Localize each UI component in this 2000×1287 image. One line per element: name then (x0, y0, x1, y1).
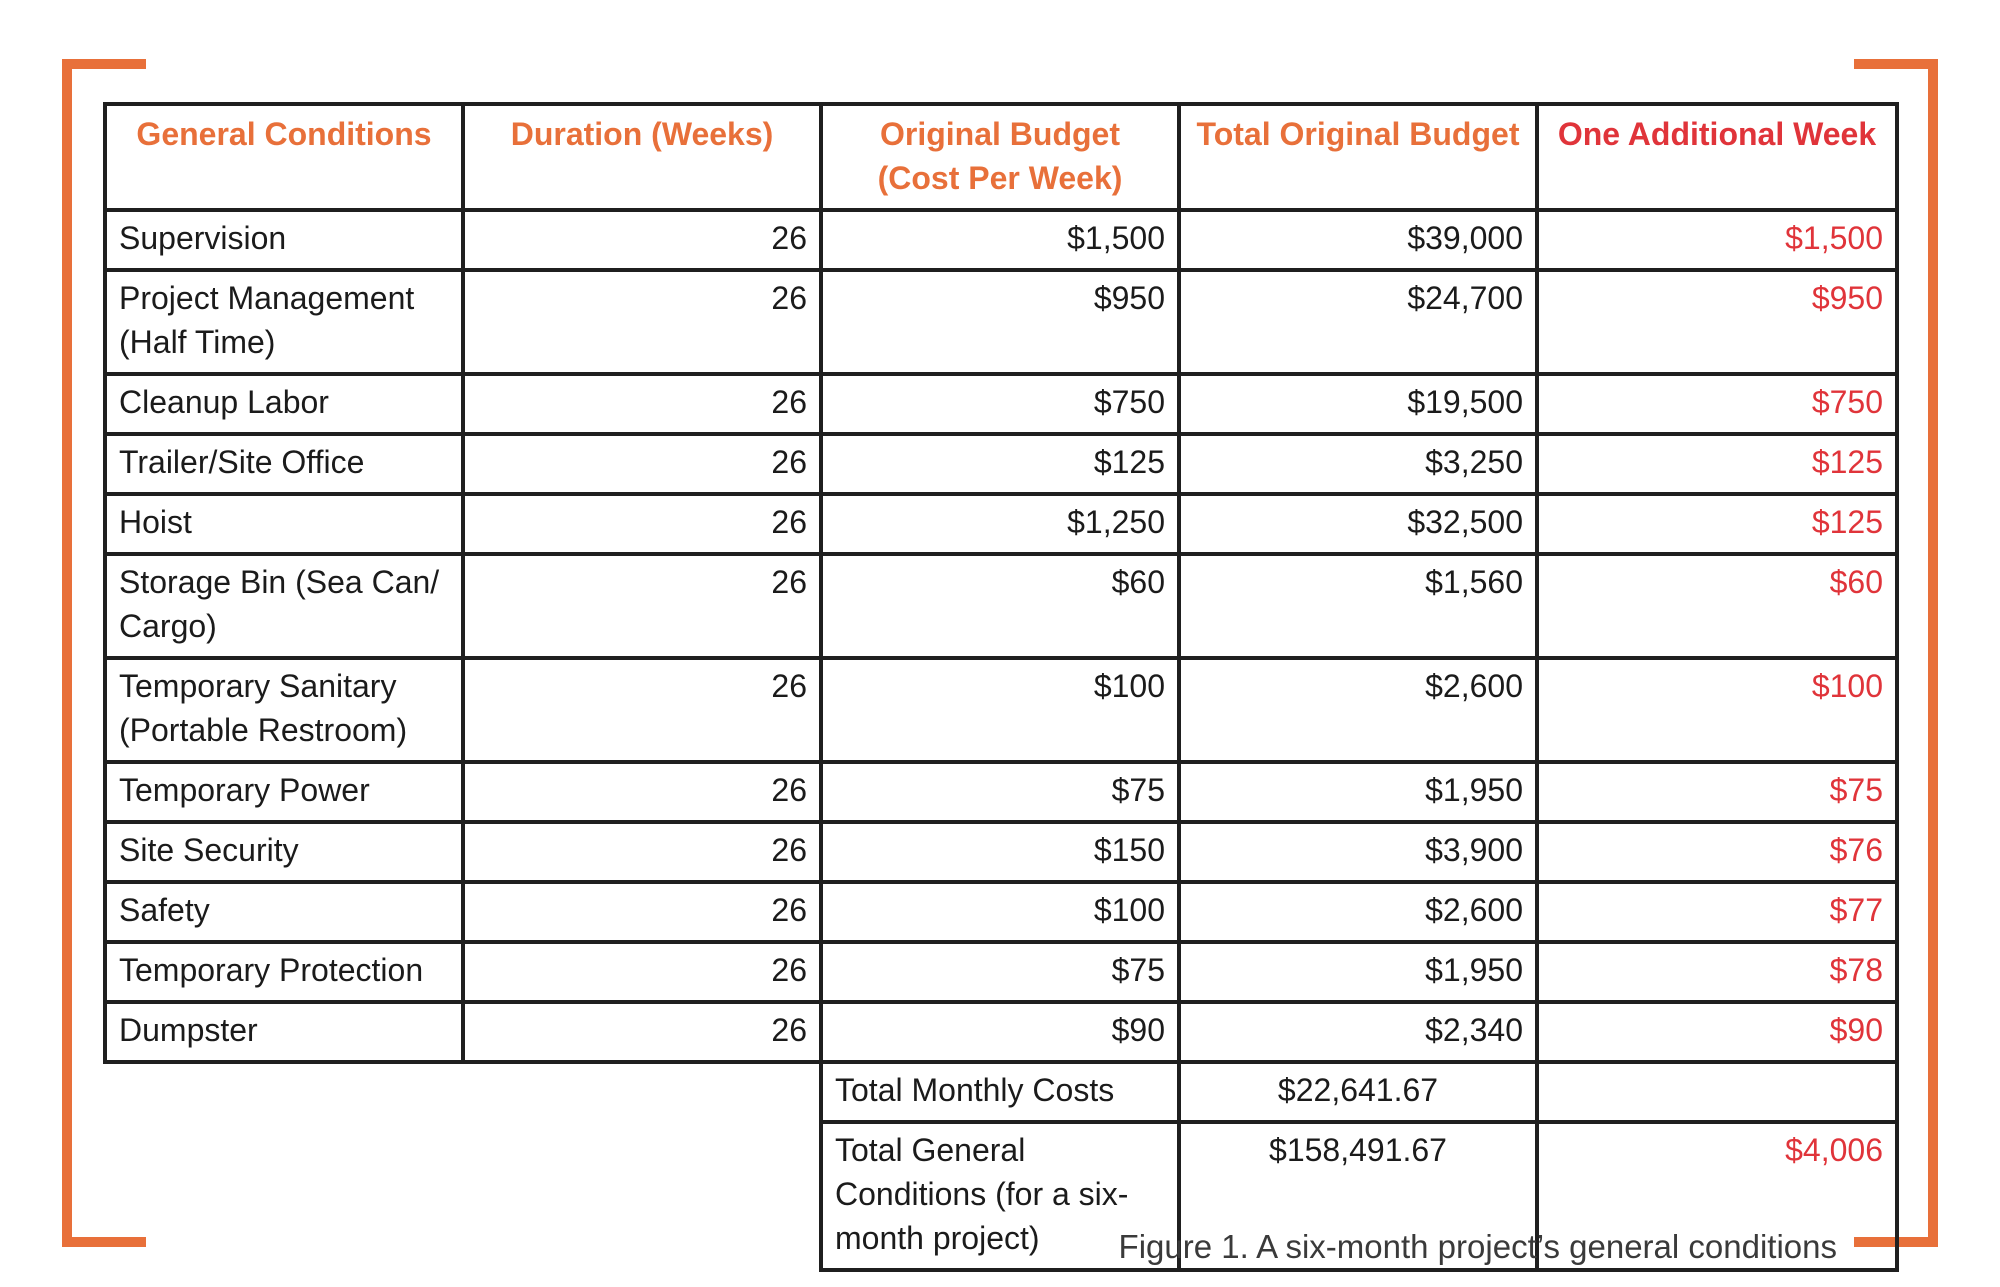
row-extra-week: $100 (1537, 658, 1897, 762)
row-item: Storage Bin (Sea Can/ Cargo) (105, 554, 463, 658)
table-row (105, 942, 1897, 1002)
table-row (105, 658, 1897, 762)
total-general-value: $158,491.67 (1179, 1122, 1537, 1270)
row-duration: 26 (463, 762, 821, 822)
total-monthly-extra (1537, 1062, 1897, 1122)
row-extra-week: $60 (1537, 554, 1897, 658)
table-row (105, 554, 1897, 658)
table-row (105, 762, 1897, 822)
general-conditions-table-wrapper (103, 102, 1899, 1272)
table-header-row (105, 104, 1897, 210)
row-duration: 26 (463, 822, 821, 882)
row-duration: 26 (463, 1002, 821, 1062)
row-item: Hoist (105, 494, 463, 554)
row-per-week: $75 (821, 942, 1179, 1002)
row-per-week: $125 (821, 434, 1179, 494)
row-duration: 26 (463, 942, 821, 1002)
row-per-week: $100 (821, 658, 1179, 762)
table-row (105, 822, 1897, 882)
total-monthly-row (105, 1062, 1897, 1122)
row-total: $3,250 (1179, 434, 1537, 494)
row-extra-week: $90 (1537, 1002, 1897, 1062)
row-per-week: $75 (821, 762, 1179, 822)
header-total-original-budget: Total Original Budget (1179, 104, 1537, 210)
table-row (105, 882, 1897, 942)
row-total: $24,700 (1179, 270, 1537, 374)
row-total: $39,000 (1179, 210, 1537, 270)
row-per-week: $1,250 (821, 494, 1179, 554)
row-extra-week: $75 (1537, 762, 1897, 822)
header-original-budget: Original Budget (Cost Per Week) (821, 104, 1179, 210)
total-monthly-label: Total Monthly Costs (821, 1062, 1179, 1122)
table-row (105, 210, 1897, 270)
row-total: $3,900 (1179, 822, 1537, 882)
row-total: $19,500 (1179, 374, 1537, 434)
row-extra-week: $125 (1537, 494, 1897, 554)
row-duration: 26 (463, 554, 821, 658)
empty-cell (105, 1062, 821, 1122)
row-per-week: $150 (821, 822, 1179, 882)
row-extra-week: $750 (1537, 374, 1897, 434)
row-item: Supervision (105, 210, 463, 270)
row-duration: 26 (463, 270, 821, 374)
row-per-week: $60 (821, 554, 1179, 658)
row-extra-week: $125 (1537, 434, 1897, 494)
row-total: $2,340 (1179, 1002, 1537, 1062)
row-duration: 26 (463, 658, 821, 762)
row-per-week: $950 (821, 270, 1179, 374)
row-extra-week: $1,500 (1537, 210, 1897, 270)
row-item: Temporary Protection (105, 942, 463, 1002)
row-item: Safety (105, 882, 463, 942)
row-total: $2,600 (1179, 658, 1537, 762)
row-item: Cleanup Labor (105, 374, 463, 434)
table-row (105, 1002, 1897, 1062)
header-general-conditions: General Conditions (105, 104, 463, 210)
row-total: $32,500 (1179, 494, 1537, 554)
total-general-label: Total General Conditions (for a six-month project) (821, 1122, 1179, 1270)
row-duration: 26 (463, 374, 821, 434)
row-extra-week: $950 (1537, 270, 1897, 374)
figure-caption: Figure 1. A six-month project’s general conditions (1118, 1228, 1837, 1265)
row-total: $2,600 (1179, 882, 1537, 942)
row-item: Project Management (Half Time) (105, 270, 463, 374)
row-duration: 26 (463, 210, 821, 270)
row-per-week: $90 (821, 1002, 1179, 1062)
row-duration: 26 (463, 494, 821, 554)
table-row (105, 374, 1897, 434)
row-total: $1,560 (1179, 554, 1537, 658)
row-duration: 26 (463, 434, 821, 494)
row-item: Dumpster (105, 1002, 463, 1062)
row-total: $1,950 (1179, 942, 1537, 1002)
total-general-extra: $4,006 (1537, 1122, 1897, 1270)
table-row (105, 434, 1897, 494)
empty-cell (105, 1122, 821, 1270)
row-item: Temporary Sanitary (Portable Restroom) (105, 658, 463, 762)
row-total: $1,950 (1179, 762, 1537, 822)
table-row (105, 270, 1897, 374)
table-row (105, 494, 1897, 554)
row-item: Site Security (105, 822, 463, 882)
row-duration: 26 (463, 882, 821, 942)
general-conditions-table (103, 102, 1899, 1272)
right-bracket-top (1854, 59, 1938, 69)
left-bracket-top (62, 59, 146, 69)
left-bracket-vertical (62, 59, 72, 1247)
row-item: Temporary Power (105, 762, 463, 822)
right-bracket-vertical (1928, 59, 1938, 1247)
row-per-week: $750 (821, 374, 1179, 434)
total-monthly-value: $22,641.67 (1179, 1062, 1537, 1122)
row-extra-week: $76 (1537, 822, 1897, 882)
row-extra-week: $77 (1537, 882, 1897, 942)
header-duration: Duration (Weeks) (463, 104, 821, 210)
row-per-week: $1,500 (821, 210, 1179, 270)
row-item: Trailer/Site Office (105, 434, 463, 494)
header-one-additional-week: One Additional Week (1537, 104, 1897, 210)
row-extra-week: $78 (1537, 942, 1897, 1002)
row-per-week: $100 (821, 882, 1179, 942)
